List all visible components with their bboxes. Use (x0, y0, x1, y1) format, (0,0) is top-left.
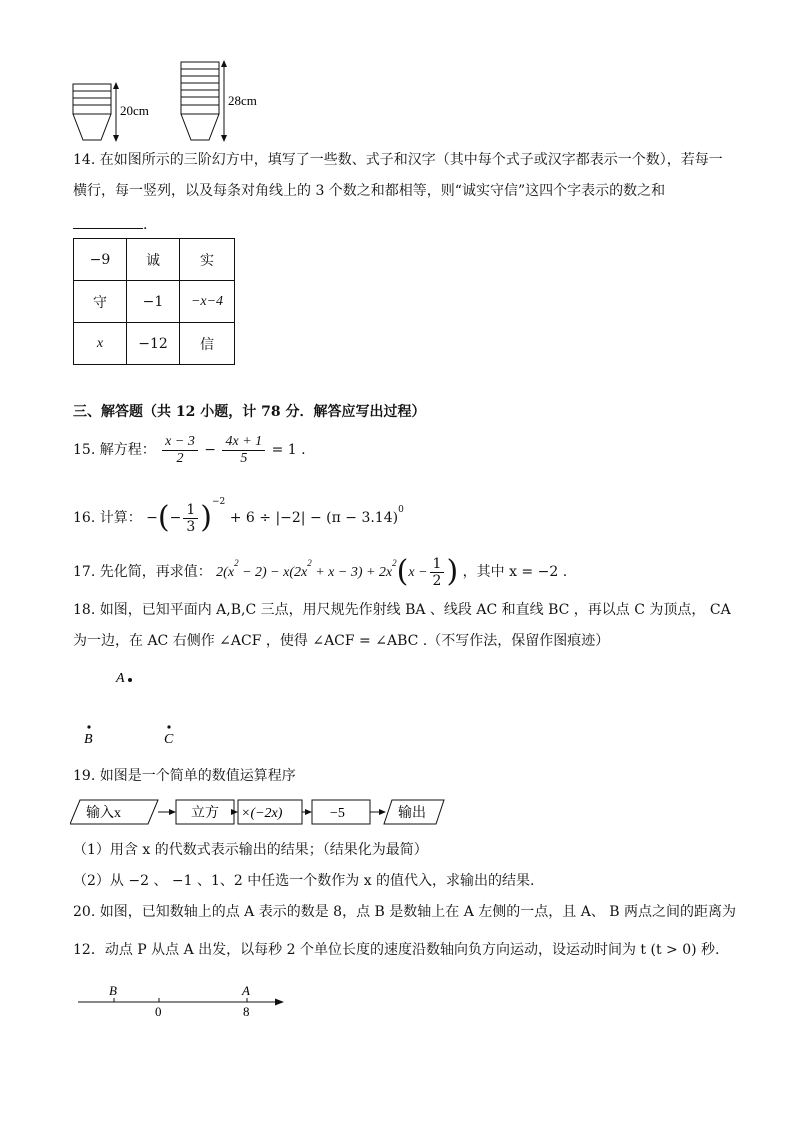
label-eight: 8 (243, 1004, 250, 1019)
magic-cell: −1 (127, 281, 180, 323)
magic-square (73, 238, 235, 365)
magic-cell: 信 (180, 323, 235, 365)
q20-line1: 20. 如图，已知数轴上的点 A 表示的数是 8，点 B 是数轴上在 A 左侧的一点，且 A、 B 两点之间的距离为 (73, 904, 737, 920)
number-line (74, 982, 294, 1022)
point-b (87, 725, 90, 728)
q17: 17. 先化简，再求值： $2(x^2 - 2) - x(2x^2 + x - 3) + 2x^2(x$ − $\frac{1}{2}$ ) ，其中 x = −2 . (73, 554, 568, 589)
magic-cell: x (74, 323, 127, 365)
tall-stack (181, 62, 219, 140)
flow-step: 输入x (86, 806, 121, 821)
q14-line1: 14. 在如图所示的三阶幻方中，填写了一些数、式子和汉字（其中每个式子或汉字都表示一个数），若每一 (73, 152, 723, 168)
answer-blank (73, 212, 143, 229)
label-b: B (109, 983, 117, 998)
q14-line3: . (73, 212, 147, 235)
q15: 15. 解方程： $\frac{x - 3}{2}$ − $\frac{4x + 1}{5}$ = 1 . (73, 433, 306, 466)
magic-cell: −x−4 (180, 281, 235, 323)
point-a (128, 678, 132, 682)
section-heading: 三、解答题（共 12 小题，计 78 分．解答应写出过程） (73, 404, 426, 420)
fraction: $\frac{4x + 1}{5}$ (222, 434, 265, 467)
point-c-label: C (164, 732, 174, 747)
point-b-label: B (84, 732, 93, 747)
q19-part1: （1）用含 x 的代数式表示输出的结果；（结果化为最简） (73, 842, 428, 858)
points-figure (80, 665, 200, 750)
label-zero: 0 (155, 1004, 162, 1019)
fraction: $\frac{1}{2}$ (430, 556, 445, 589)
point-c (167, 725, 170, 728)
label-a: A (242, 983, 250, 998)
q16: 16. 计算： −(− $\frac{1}{3}$ )$^{-2} + 6 \div |-2| - (\pi - 3.14)^0$ (73, 497, 404, 535)
flow-step: 输出 (398, 806, 426, 821)
flow-step: −5 (330, 806, 345, 821)
stack-figure (68, 58, 288, 146)
flowchart (70, 798, 450, 828)
flow-step: 立方 (191, 806, 219, 821)
magic-cell: 守 (74, 281, 127, 323)
flow-step: ×(−2x) (241, 806, 283, 821)
q14-line2: 横行，每一竖列，以及每条对角线上的 3 个数之和都相等，则“诚实守信”这四个字表示的数之和 (73, 183, 666, 199)
magic-cell: −9 (74, 239, 127, 281)
tall-stack-label: 28cm (228, 93, 257, 108)
q18-line2: 为一边，在 AC 右侧作 ∠ACF ，使得 ∠ACF = ∠ABC .（不写作法，保留作图痕迹） (73, 633, 610, 649)
q19-part2: （2）从 −2 、 −1 、1、2 中任选一个数作为 x 的值代入，求输出的结果. (73, 873, 535, 889)
fraction: $\frac{1}{3}$ (183, 502, 198, 535)
q18-line1: 18. 如图，已知平面内 A,B,C 三点，用尺规先作射线 BA 、线段 AC 和直线 BC ，再以点 C 为顶点， CA (73, 602, 731, 618)
fraction: $\frac{x - 3}{2}$ (162, 434, 198, 467)
magic-cell: −12 (127, 323, 180, 365)
q20-line2: 12．动点 P 从点 A 出发，以每秒 2 个单位长度的速度沿数轴向负方向运动，设运动时间为 t (t > 0) 秒. (73, 942, 720, 958)
short-stack-label: 20cm (120, 103, 149, 118)
short-stack (73, 84, 111, 140)
magic-cell: 实 (180, 239, 235, 281)
q19-intro: 19. 如图是一个简单的数值运算程序 (73, 768, 296, 784)
point-a-label: A (116, 671, 125, 686)
magic-cell: 诚 (127, 239, 180, 281)
